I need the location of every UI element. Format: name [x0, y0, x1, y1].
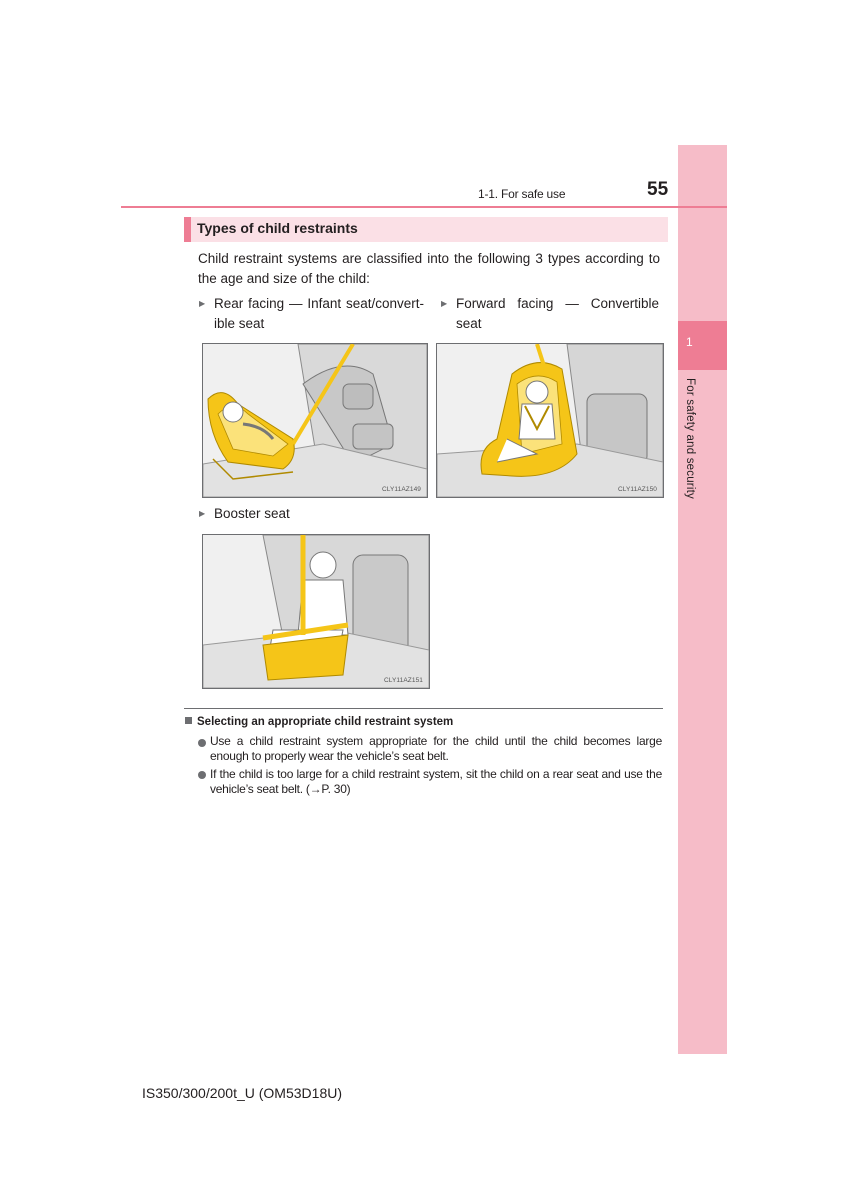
figure-code: CLY11AZ149: [381, 486, 421, 493]
item-booster-seat: [214, 504, 414, 524]
header-rule: [121, 206, 727, 208]
item-line: Forward facing — Convertible: [456, 296, 659, 311]
bullet-dot-icon: [198, 739, 206, 747]
figure-code: CLY11AZ151: [383, 677, 423, 684]
heading-accent: [184, 217, 191, 242]
item-line: Rear facing — Infant seat/convert-: [214, 296, 424, 311]
item-line: seat: [456, 316, 482, 331]
triangle-bullet-icon: ▶: [199, 299, 206, 308]
page-number: 55: [647, 179, 669, 200]
item-line: ible seat: [214, 316, 265, 331]
chapter-title: For safety and security: [684, 378, 696, 499]
figure-forward-facing-seat: [436, 343, 664, 498]
notes-heading: [185, 716, 453, 728]
note-bullet: [210, 767, 662, 797]
intro-paragraph: Child restraint systems are classified into the following 3 types according to the age and size of the child:: [198, 251, 660, 286]
forward-facing-seat-illustration: [437, 344, 663, 497]
note-line: vehicle’s seat belt. (→P. 30): [210, 782, 351, 796]
figure-code: CLY11AZ150: [617, 486, 657, 493]
item-forward-facing: [456, 294, 659, 334]
triangle-bullet-icon: ▶: [199, 509, 206, 518]
item-line: Booster seat: [214, 506, 290, 521]
square-bullet-icon: [185, 717, 192, 724]
side-tab: [678, 145, 727, 1054]
item-rear-facing: [214, 294, 424, 334]
figure-booster-seat: [202, 534, 430, 689]
figure-rear-facing-seat: [202, 343, 428, 498]
triangle-bullet-icon: ▶: [441, 299, 448, 308]
booster-seat-illustration: [203, 535, 429, 688]
footer-model-code: IS350/300/200t_U (OM53D18U): [142, 1085, 342, 1101]
notes-title: Selecting an appropriate child restraint system: [197, 716, 454, 728]
section-heading: Types of child restraints: [197, 220, 358, 236]
note-line: Use a child restraint system appropriate for the child until the child becomes large: [210, 734, 662, 748]
chapter-number: 1: [686, 335, 693, 349]
note-line: If the child is too large for a child restraint system, sit the child on a rear seat and use the: [210, 767, 662, 781]
note-bullet: [210, 734, 662, 764]
note-line: enough to properly wear the vehicle’s seat belt.: [210, 749, 449, 763]
section-label: 1-1. For safe use: [478, 187, 566, 201]
rear-facing-seat-illustration: [203, 344, 427, 497]
bullet-dot-icon: [198, 771, 206, 779]
notes-divider: [184, 708, 663, 709]
